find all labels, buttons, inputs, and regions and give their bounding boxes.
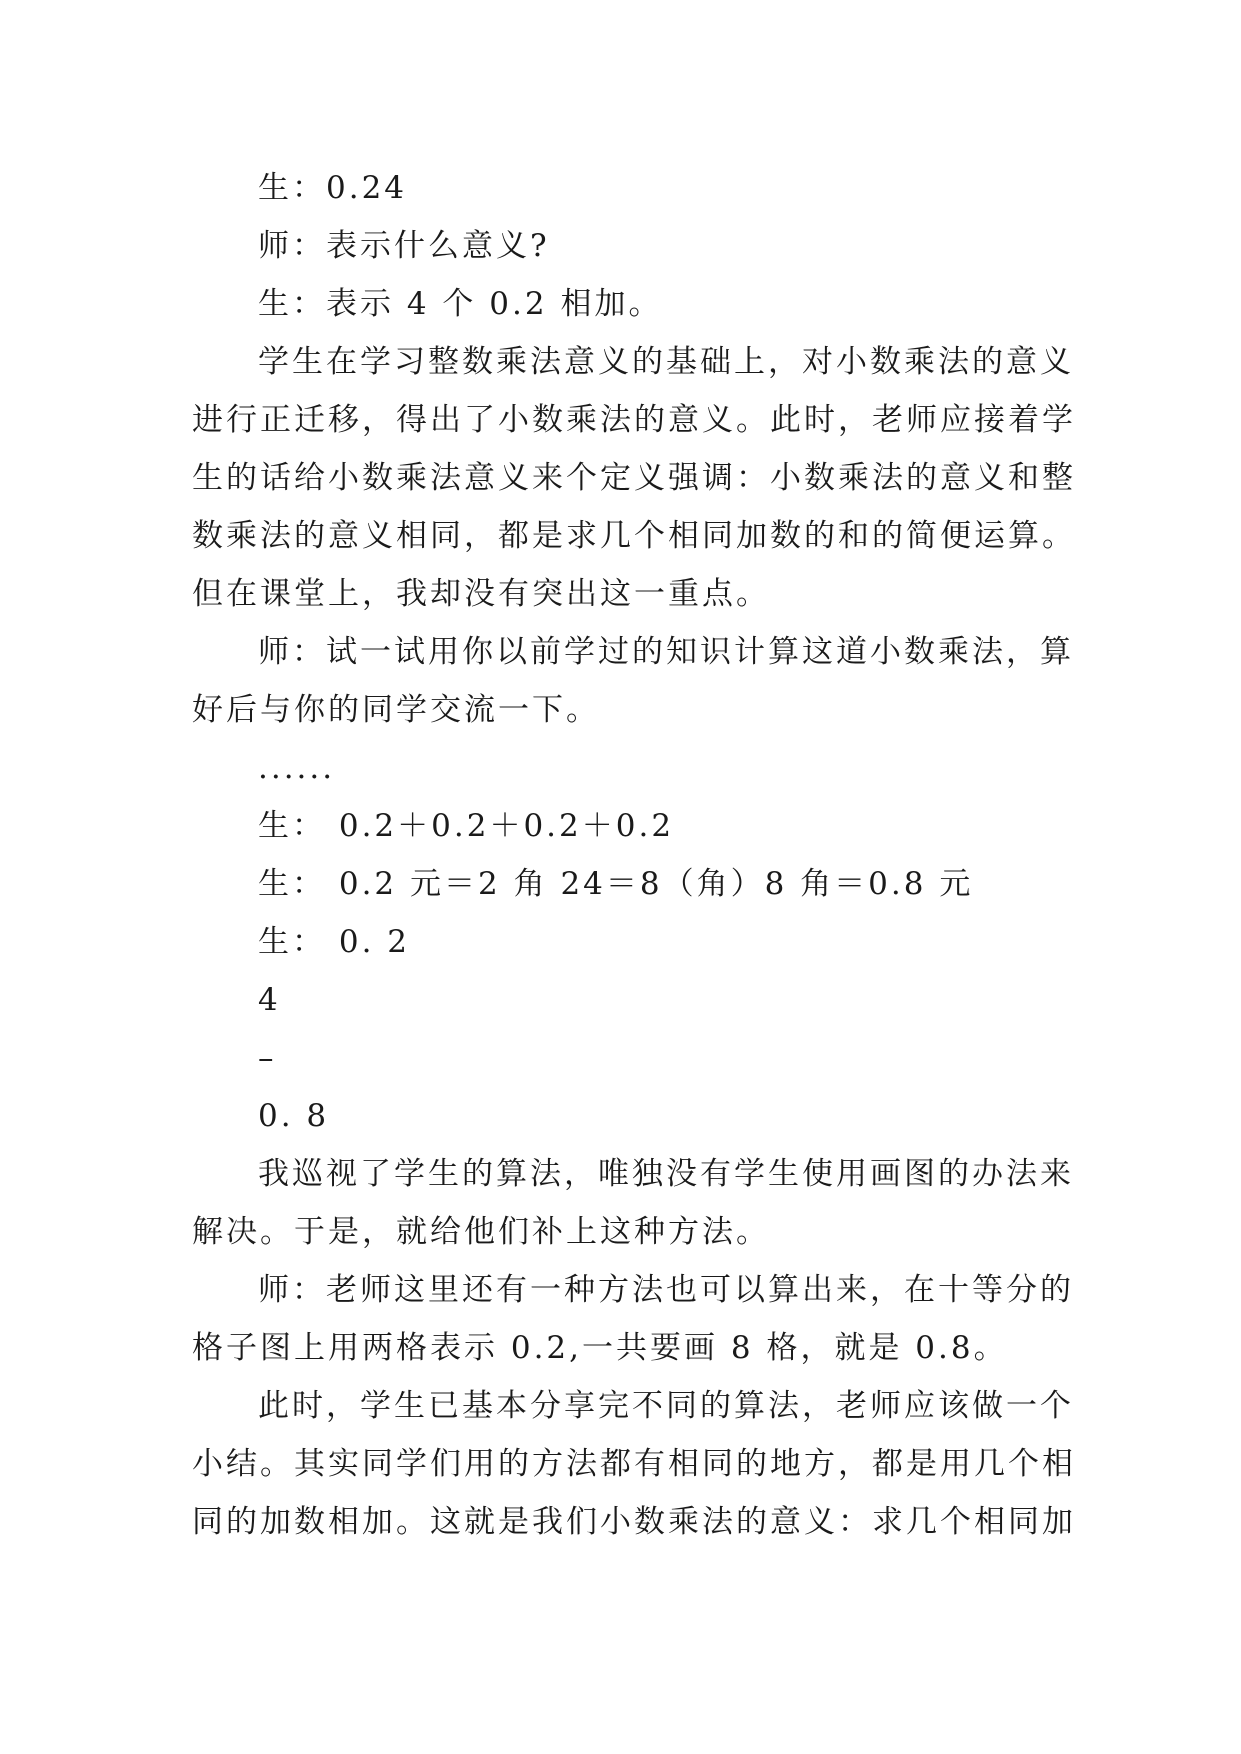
calculation-line: 4: [258, 982, 281, 1018]
paragraph-line: 此时，学生已基本分享完不同的算法，老师应该做一个: [258, 1388, 1074, 1424]
paragraph-line: 师：表示什么意义?: [258, 228, 550, 264]
paragraph-line: 生： 0. 2: [258, 924, 411, 960]
paragraph-line: 但在课堂上，我却没有突出这一重点。: [192, 576, 770, 612]
paragraph-line: 生： 0.2 元＝2 角 24＝8（角）8 角＝0.8 元: [258, 866, 974, 902]
paragraph-line: 学生在学习整数乘法意义的基础上，对小数乘法的意义: [258, 344, 1074, 380]
paragraph-line: 生：表示 4 个 0.2 相加。: [258, 286, 663, 322]
paragraph-line: 生的话给小数乘法意义来个定义强调：小数乘法的意义和整: [192, 460, 1076, 496]
paragraph-line: 同的加数相加。这就是我们小数乘法的意义：求几个相同加: [192, 1504, 1076, 1540]
calculation-line: 0. 8: [258, 1098, 330, 1134]
paragraph-line: 解决。于是，就给他们补上这种方法。: [192, 1214, 770, 1250]
calculation-line: –: [258, 1040, 277, 1076]
paragraph-line: 数乘法的意义相同，都是求几个相同加数的和的简便运算。: [192, 518, 1076, 554]
paragraph-line: 好后与你的同学交流一下。: [192, 692, 600, 728]
paragraph-line: 小结。其实同学们用的方法都有相同的地方，都是用几个相: [192, 1446, 1076, 1482]
paragraph-line: 师：老师这里还有一种方法也可以算出来，在十等分的: [258, 1272, 1074, 1308]
paragraph-line: 师：试一试用你以前学过的知识计算这道小数乘法，算: [258, 634, 1074, 670]
ellipsis-line: ......: [258, 750, 336, 786]
paragraph-line: 我巡视了学生的算法，唯独没有学生使用画图的办法来: [258, 1156, 1074, 1192]
paragraph-line: 生：0.24: [258, 170, 408, 206]
paragraph-line: 进行正迁移，得出了小数乘法的意义。此时，老师应接着学: [192, 402, 1076, 438]
paragraph-line: 格子图上用两格表示 0.2,一共要画 8 格，就是 0.8。: [192, 1330, 1008, 1366]
paragraph-line: 生： 0.2＋0.2＋0.2＋0.2: [258, 808, 675, 844]
